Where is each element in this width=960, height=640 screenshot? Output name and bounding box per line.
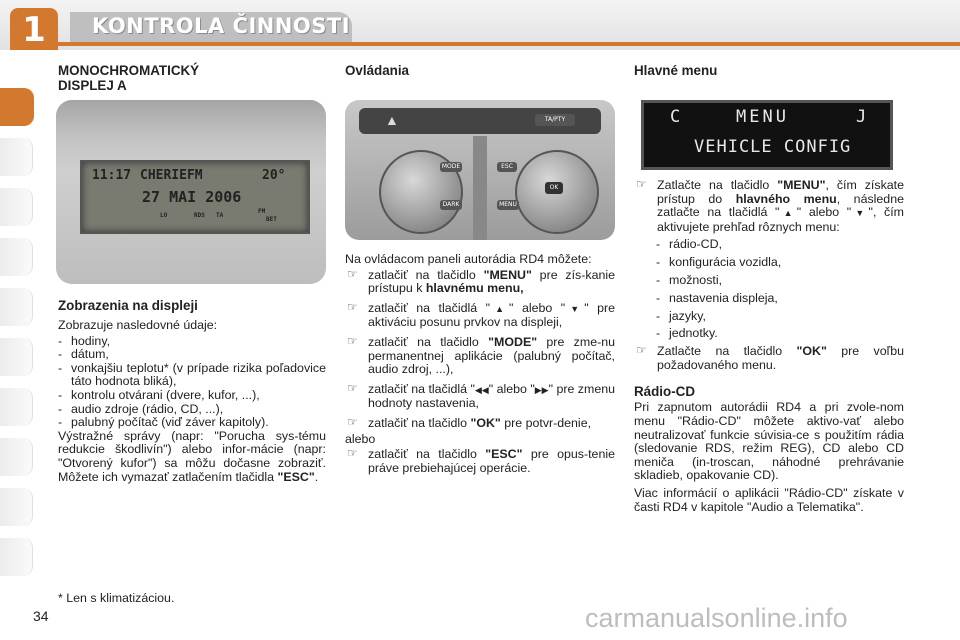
list-item-text: Zatlačte na tlačidlo: [657, 178, 778, 192]
list-item-text: zatlačiť na tlačidlo: [368, 334, 489, 349]
ok-label: "OK": [470, 415, 501, 430]
mode-button[interactable]: MODE: [441, 163, 461, 170]
chapter-tab-7[interactable]: [0, 388, 33, 426]
panel-divider: [473, 136, 487, 240]
page-title: KONTROLA ČINNOSTI: [92, 14, 351, 38]
list-item-text: zatlačiť na tlačidlo: [368, 267, 484, 282]
header-accent-line: [55, 42, 960, 46]
chapter-tab-3[interactable]: [0, 188, 33, 226]
chapter-tab-strip: [0, 60, 36, 580]
list-item: [634, 345, 904, 372]
dashboard-top: [56, 100, 326, 140]
left-subheading: Zobrazenia na displeji: [58, 298, 198, 313]
display-label-bet: BET: [266, 216, 277, 223]
footnote: * Len s klimatizáciou.: [58, 591, 175, 605]
menu-list-item-text: rádio-CD,: [669, 237, 723, 252]
chapter-tab-9[interactable]: [0, 488, 33, 526]
list-item-text: pre voľbu požadovaného menu.: [657, 344, 904, 372]
list-item: [345, 333, 615, 377]
monochrome-display-photo: [56, 100, 326, 284]
list-item-text: zatlačiť na tlačidlo: [368, 415, 471, 430]
list-item-text: " alebo ": [509, 300, 566, 315]
rewind-icon: ◀◀: [474, 384, 489, 395]
main-menu-label: hlavného menu: [735, 191, 837, 206]
mode-label: "MODE": [488, 334, 538, 349]
list-item-text: pre zís-kanie prístupu k: [368, 267, 615, 296]
ta-pty-button[interactable]: TA/PTY: [535, 114, 575, 126]
chapter-tab-10[interactable]: [0, 538, 33, 576]
or-text: alebo: [345, 431, 376, 446]
list-item-text: audio zdroje (rádio, CD, ...),: [71, 401, 224, 416]
list-item-text: Zatlačte na tlačidlo: [657, 344, 797, 359]
list-item-text: zatlačiť na tlačidlá ": [368, 381, 475, 396]
menu-label: "MENU": [483, 267, 532, 282]
radio-cd-heading: Rádio-CD: [634, 384, 695, 400]
esc-label: "ESC": [485, 447, 523, 462]
warning-paragraph: [58, 430, 326, 484]
list-item-text: pre potvr-denie,: [500, 415, 592, 430]
display-station: CHERIEFM: [140, 168, 203, 183]
right-text-block: [634, 179, 904, 514]
list-item: [345, 299, 615, 330]
pointing-hand-icon: ☞: [347, 414, 358, 429]
pointing-hand-icon: ☞: [347, 333, 358, 348]
list-item: - hodiny,: [58, 333, 111, 348]
list-item-text: ", čím aktivujete prehľad rôznych menu:: [657, 205, 905, 234]
list-item-text: " alebo ": [796, 205, 852, 220]
radio-cd-info-paragraph: Viac informácií o aplikácii "Rádio-CD" získate v časti RD4 v kapitole "Audio a Telematika".: [634, 485, 904, 514]
middle-heading-wrap: [345, 63, 409, 78]
menu-list-item: - nastavenia displeja,: [656, 290, 778, 305]
dark-button[interactable]: DARK: [440, 200, 462, 210]
middle-intro: Na ovládacom paneli autorádia RD4 môžete:: [345, 252, 592, 266]
arrow-up-icon: ▲: [490, 303, 510, 314]
list-item-text: hodiny,: [71, 333, 111, 348]
pointing-hand-icon: ☞: [347, 446, 358, 461]
warning-text: Výstražné správy (napr: "Porucha sys-tému redukcie škodlivín") alebo infor-mácie (napr: "Otvorený kufor") sa môžu dočasne zobraziť. Môžete ich vymazať zatlačením tlačidla: [58, 428, 326, 484]
esc-button[interactable]: ESC: [497, 162, 517, 172]
list-item: - audio zdroje (rádio, CD, ...),: [58, 401, 224, 416]
display-menu-title: MENU: [736, 107, 789, 127]
list-item: [345, 448, 615, 475]
display-date: 27 MAI 2006: [142, 188, 242, 206]
display-bracket-right: J: [856, 107, 870, 127]
menu-list-item: - rádio-CD,: [656, 237, 723, 252]
radio-cd-paragraph: Pri zapnutom autorádii RD4 a pri zvole-nom menu "Rádio-CD" môžete aktivo-vať alebo neutralizovať funkcie súvisia-ce s použitím rádia (sledovanie RDS, režim REG), CD alebo CD meniča (in-troscan, náhodné prehrávanie skladieb, opakovanie CD).: [634, 400, 904, 483]
list-item: - palubný počítač (viď záver kapitoly).: [58, 415, 269, 430]
menu-list-item: - jazyky,: [656, 308, 706, 323]
list-item-text: kontrolu otvárani (dvere, kufor, ...),: [71, 387, 260, 402]
list-item-text: " pre aktiváciu posunu prvkov na displeji,: [368, 300, 615, 330]
list-item-text: pre zme-nu permanentnej aplikácie (palubný počítač, audio zdroj, ...),: [368, 334, 615, 377]
chapter-number: 1: [10, 8, 58, 50]
esc-label: "ESC": [277, 469, 315, 484]
page-number: 34: [33, 608, 49, 624]
menu-button[interactable]: MENU: [497, 200, 519, 210]
list-item-text: " alebo ": [488, 381, 535, 396]
fast-forward-icon: ▶▶: [534, 384, 549, 395]
pointing-hand-icon: ☞: [347, 266, 358, 281]
control-panel-photo: [345, 100, 615, 240]
menu-list-item: - jednotky.: [656, 326, 718, 341]
chapter-tab-6[interactable]: [0, 338, 33, 376]
menu-list-item: - možnosti,: [656, 272, 723, 287]
main-menu-display: [641, 100, 893, 170]
pointing-hand-icon: ☞: [347, 380, 358, 395]
pointing-hand-icon: ☞: [636, 177, 647, 191]
left-heading: MONOCHROMATICKÝ DISPLEJ A: [58, 63, 200, 93]
chapter-tab-8[interactable]: [0, 438, 33, 476]
right-heading: Hlavné menu: [634, 63, 718, 78]
left-heading-wrap: [58, 63, 258, 93]
warning-end: .: [314, 469, 319, 484]
display-label-fm: FM: [258, 208, 266, 215]
right-heading-wrap: [634, 63, 717, 78]
display-label-rds: RDS: [194, 212, 205, 219]
arrow-down-icon: ▼: [851, 208, 869, 219]
list-item-text: " pre zmenu hodnoty nastavenia,: [368, 381, 616, 411]
display-label-ta: TA: [216, 212, 224, 219]
ok-button[interactable]: OK: [545, 182, 563, 194]
list-item-text: zatlačiť na tlačidlá ": [368, 300, 491, 315]
hazard-icon: ▲: [385, 112, 399, 128]
list-item-text: palubný počítač (viď záver kapitoly).: [71, 415, 269, 430]
display-label-lo: LO: [160, 212, 168, 219]
display-menu-item: VEHICLE CONFIG: [694, 137, 852, 157]
menu-list-item-text: nastavenia displeja,: [669, 290, 778, 305]
chapter-tab-2[interactable]: [0, 138, 33, 176]
display-temperature: 20°: [262, 168, 286, 183]
chapter-tab-4[interactable]: [0, 238, 33, 276]
middle-text-block: [345, 253, 615, 481]
menu-label: "MENU": [777, 178, 826, 192]
display-a-screen: [80, 160, 310, 234]
chapter-tab-1[interactable]: [0, 88, 34, 126]
menu-items-list: [634, 236, 904, 343]
list-item-text: zatlačiť na tlačidlo: [368, 447, 486, 462]
watermark: carmanualsonline.info: [585, 603, 848, 633]
menu-list-item-text: možnosti,: [669, 272, 723, 287]
menu-list-item-text: konfigurácia vozidla,: [669, 255, 782, 270]
main-menu-label: hlavnému menu,: [425, 281, 524, 296]
pointing-hand-icon: ☞: [347, 299, 358, 314]
list-item-text: , následne zatlačte na tlačidlá ": [657, 191, 904, 220]
chapter-tab-5[interactable]: [0, 288, 33, 326]
pointing-hand-icon: ☞: [636, 343, 647, 358]
list-item-text: dátum,: [71, 347, 109, 362]
list-item-text: vonkajšiu teplotu* (v prípade rizika poľadovice táto hodnota bliká),: [71, 360, 326, 389]
left-intro: Zobrazuje nasledovné údaje:: [58, 318, 218, 332]
list-item-text: pre opus-tenie práve prebiehajúcej operácie.: [368, 447, 615, 475]
list-item: - kontrolu otvárani (dvere, kufor, ...),: [58, 387, 260, 402]
display-time: 11:17: [92, 168, 132, 183]
menu-list-item: - konfigurácia vozidla,: [656, 255, 782, 270]
ok-label: "OK": [796, 344, 827, 359]
list-item: [634, 179, 904, 234]
list-item: - vonkajšiu teplotu* (v prípade rizika poľadovice táto hodnota bliká),: [58, 360, 326, 389]
middle-heading: Ovládania: [345, 63, 410, 78]
list-item: [345, 266, 615, 296]
left-text-block: [58, 298, 326, 484]
arrow-up-icon: ▲: [779, 208, 797, 219]
list-item: [345, 414, 615, 431]
menu-list-item-text: jednotky.: [669, 326, 718, 341]
display-bracket-left: C: [670, 107, 684, 127]
menu-list-item-text: jazyky,: [669, 308, 706, 323]
arrow-down-icon: ▼: [565, 303, 585, 314]
list-item-text: , čím získate prístup do: [657, 178, 904, 206]
list-item: - dátum,: [58, 347, 109, 362]
list-item: [345, 380, 616, 411]
